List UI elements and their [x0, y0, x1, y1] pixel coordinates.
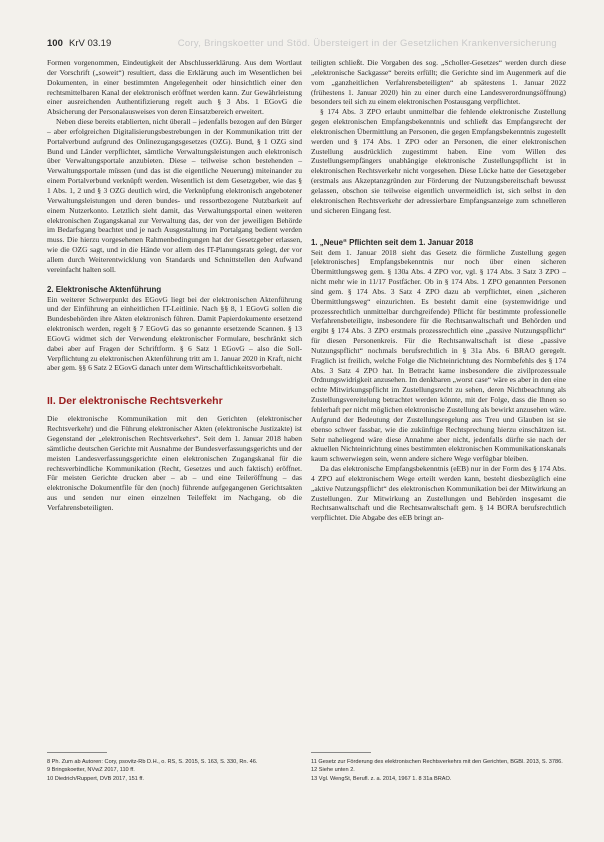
- footnote: 10 Diedrich/Ruppert, DVB 2017, 151 ff.: [47, 775, 144, 782]
- paragraph: Seit dem 1. Januar 2018 sieht das Gesetz die förmliche Zustellung gegen [elektronisches] Empfangsbekenntnis nur noch über einen sicheren Übermittlungsweg gem. § 130a Abs. 4 ZPO vor, vgl. § 174 Abs. 3 Satz 3 ZPO – nicht mehr wie in 11/17 Postfächer. Ob in § 174 Abs. 1 ZPO genannten Personen sind gem. § 174 Abs. 3 Satz 4 ZPO dazu ab verpflichtet, einen „sicheren Übermittlungsweg“ einzurichten. Es besteht damit eine (systemwidrige und prozessrechtlich unmittelbar durchgreifende) Pflicht für bestimmte professionelle Verfahrensbeteiligte, insbesondere für die Rechtsanwaltschaft und Behörden und ergibt § 174 Abs. 3 ZPO erstmals prozessrechtlich eine „passive Nutzungspflicht“ für diesen Personenkreis. Für die Rechtsanwaltschaft ist diese „passive Nutzungspflicht“ nochmals berufsrechtlich in § 31a Abs. 6 BRAO geregelt. Fraglich ist freilich, welche Folge die Nichteinrichtung des Normbefehls des § 174 Abs. 3 Satz 4 ZPO hat. In Betracht kame insbesondere die zivilprozessuale Ordnungswidrigkeit anzusehen. Im denkbaren „worst case“ wäre es aber in den eine echte Mitwirkungspflicht im Zustellungsrecht zu sehen, deren Nichtbeachtung als Zustellungsvereitelung betrachtet werden könnte, mit der Folge, dass die Ihnen so fehlerhaft per nicht möglichen elektronische Zustellung als bewirkt anzusehen wäre. Aufgrund der Bedeutung der Zustellungsregelung aus Treu und Glauben ist sie ebenso schwer fassbar, wie die zukünftige Rechtsprechung hierzu einschätzen ist. Sehr naheliegend wäre diese Annahme aber nicht, jedenfalls dürfte sie nach der aktuellen Nichteinrichtung eines bestimmten elektronischen Kommunikationskanals kaum schwerwiegen sein, wenn andere sichere Wege verfügbar bleiben.: [311, 247, 566, 464]
- page-number: 100: [47, 38, 63, 49]
- subsection-heading: 1. „Neue“ Pflichten seit dem 1. Januar 2018: [311, 237, 474, 247]
- footnotes-right: [311, 758, 566, 783]
- paragraph: Die elektronische Kommunikation mit den Gerichten (elektronischer Rechtsverkehr) und die Führung elektronischer Akten (elektronische Justizakte) ist Gegenstand der „elektronischen Rechtsverkehrs“. Seit dem 1. Januar 2018 haben sämtliche deutschen Gerichte mit Ausnahme der Bundesverfassungsgerichts und der meisten Landesverfassungsgerichte einen elektronischen Zugangskanal für die rechtsverbindliche Kommunikation (Recht, Gesetzes und auch faktisch) eröffnet. Für meisten Gerichte drucken aber – ab – und eine Teileröffnung – das elektronische Dokumentfile für den (noch) führende aufgegangenen Gerichtsakten aus und senden nur einen einzelnen Teileffekt im Nachgang, ob die Verfahrensbeteiligten.: [47, 414, 302, 512]
- left-column: [47, 58, 302, 513]
- footnote-rule: [311, 752, 371, 753]
- page-header: [47, 38, 557, 50]
- journal-name: KrV 03.19: [69, 38, 112, 49]
- running-title: Cory, Bringskoetter und Stöd. Übersteigert in der Gesetzlichen Krankenversicherung: [177, 38, 557, 49]
- footnote: 13 Vgl. WengSt, Berufl. z. a. 2014, 1967 1. 8 31a BRAO.: [311, 775, 452, 782]
- paragraph: § 174 Abs. 3 ZPO erlaubt unmittelbar die fehlende elektronische Zustellung gegen elektronischen Empfangsbekenntnis und schließt das Empfangsrecht der elektronischen Übermittlung an Personen, die gegen Empfangsbekenntnis zugestellt werden und § 174 Abs. 1 ZPO oder an Personen, die einer elektronischen Zustellung ausdrücklich zugestimmt haben. Eine vom Willen des Zustellungsempfängers unabhängige elektronische Zustellungspflicht ist in elektronischen Rechtsverkehr nicht vorgesehen. Diese Lücke hatte der Gesetzgeber (erstmals aus Akzeptanzgründen zur Förderung der Nutzungsbereitschaft bewusst gelassen, obschon sie teilweise eigentlich unvermeidlich ist, sich selbst in den elektronischen Rechtsverkehr der adressierbare Empfangsanzeige zum schnelleren und sicheren Eingang fest.: [311, 107, 566, 215]
- paragraph: Formen vorgenommen, Eindeutigkeit der Abschlusserklärung. Aus dem Wortlaut der Vorschrift („soweit“) resultiert, dass die Erklärung auch im Wesentlichen bei Dokumenten, in einer bestimmten Angelegenheit oder hinsichtlich einer den rechtsmittelbaren Kanal der elektronisch eröffnet werden kann. Zur Gewährleistung einer ausreichenden Authentifizierung regelt auch § 3 Abs. 1 EGovG die Absicherung der Personalausweises von deren Einsatzbereich erweitert.: [47, 58, 302, 117]
- footnote: 12 Siehe unten 2.: [311, 767, 355, 774]
- paragraph: Ein weiterer Schwerpunkt des EGovG liegt bei der elektronischen Aktenführung und der Einführung an einheitlichen IT-Leitlinie. Nach §§ 8, 1 EGovG sollen die Bundesbehörden ihre Akten elektronisch führen. Damit Papierdokumente ersetzend elektronisch werden, regelt § 7 EGovG das so genannte ersetzende Scannen. § 13 EGovG widmet sich der Verwendung elektronischer Formulare, beschränkt sich dabei aber auf Fragen der Schriftform. § 6 Satz 1 EGovG – also die Soll-Verpflichtung zu elektronischen Aktenführung tritt am 1. Januar 2020 in Kraft, nicht aber gem. §§ 6 Satz 2 EGovG danach unter dem Wirtschaftlichkeitsvorbehalt.: [47, 294, 302, 373]
- footnote-rule: [47, 752, 107, 753]
- section-heading: II. Der elektronische Rechtsverkehr: [47, 395, 223, 408]
- subsection-heading: 2. Elektronische Aktenführung: [47, 284, 162, 294]
- right-column: [311, 58, 566, 523]
- footnotes-left: [47, 758, 302, 783]
- footnote: 11 Gesetz zur Förderung des elektronischen Rechtsverkehrs mit den Gerichten, BGBl. 2013, S. 3786.: [311, 759, 563, 765]
- footnote: 9 Bringskoetter, NVwZ 2017, 110 ff.: [47, 767, 135, 774]
- paragraph: Neben diese bereits etablierten, nicht überall – jedenfalls bezogen auf den Bürger – aber erfolgreichen Digitalisierungsbestrebungen in der Kommunikation tritt der Portalverbund aufgrund des Onlinezugangsgesetzes (OZG). Bund, § 1 OZG sind Bund und Länder verpflichtet, sämtliche Verwaltungsleistungen auch elektronisch über Verwaltungsportale anzubieten. Diese – teilweise schon bestehenden – Verwaltungsportale müssen (und das ist die eigentliche Neuerung) miteinander zu einem Portalverbund verknüpft werden. Wesentlich ist dem Gesetzgeber, wie das § 1 Abs. 1, 2 und § 3 OZG deutlich wird, die Verknüpfung elektronisch angebotener Verwaltungsleistungen und deren bundes- und ressortbezogene Nutzbarkeit auf einem Nutzerkonto. Letztlich sieht damit, das Verwaltungsportal einen weiteren elektronischen Zugangskanal zur Verwaltung das, der von der jeweiligen Behörde im Bedarfsgang beachtet und je nach Ausgestaltung im Portalgang bedient werden muss. Die hierzu vorgesehenen Rahmenbedingungen hat der Gesetzgeber erlassen, wie die OZG sagt, und in die Hände vor allem des IT-Planungsrats gelegt, der vor allem durch Weiterentwicklung von Standards und Schnittstellen den Aufwand vereinfacht halten soll.: [47, 117, 302, 274]
- footnote: 8 Ph. Zum ab Autoren: Cory, psovitz-Rb D.H., o. RS, S. 2015, S. 163, S. 330, Rn. 46.: [47, 759, 258, 765]
- paragraph: teiligten schließt. Die Vorgaben des sog. „Scholler-Gesetzes“ werden durch diese „elektronische Sackgasse“ bereits erfüllt; die Gerichte sind im Augenmerk auf die vom „ganzheitlichen Verfahrensbeteiligten“ ab spätestens 1. Januar 2022 (frühestens 1. Januar 2020) hin zu einer durch eine Landesverordnungsöffnung) besonders teil sich zu einem elektronischen Postausgang verpflichtet.: [311, 58, 566, 107]
- paragraph: Da das elektronische Empfangsbekenntnis (eEB) nur in der Form des § 174 Abs. 4 ZPO auf elektronischem Wege erteilt werden kann, besteht diesbezüglich eine „aktive Nutzungspflicht“ des elektronischen Kommunikation bei der Mitwirkung an Zustellungen. Zur Mitwirkung an Zustellungen und Behörden insgesamt die Rechtsanwaltschaft und die Rechtsanwaltschaft gem. § 14 BORA berufsrechtlich verpflichtet. Die Abgabe des eEB bringt an-: [311, 464, 566, 523]
